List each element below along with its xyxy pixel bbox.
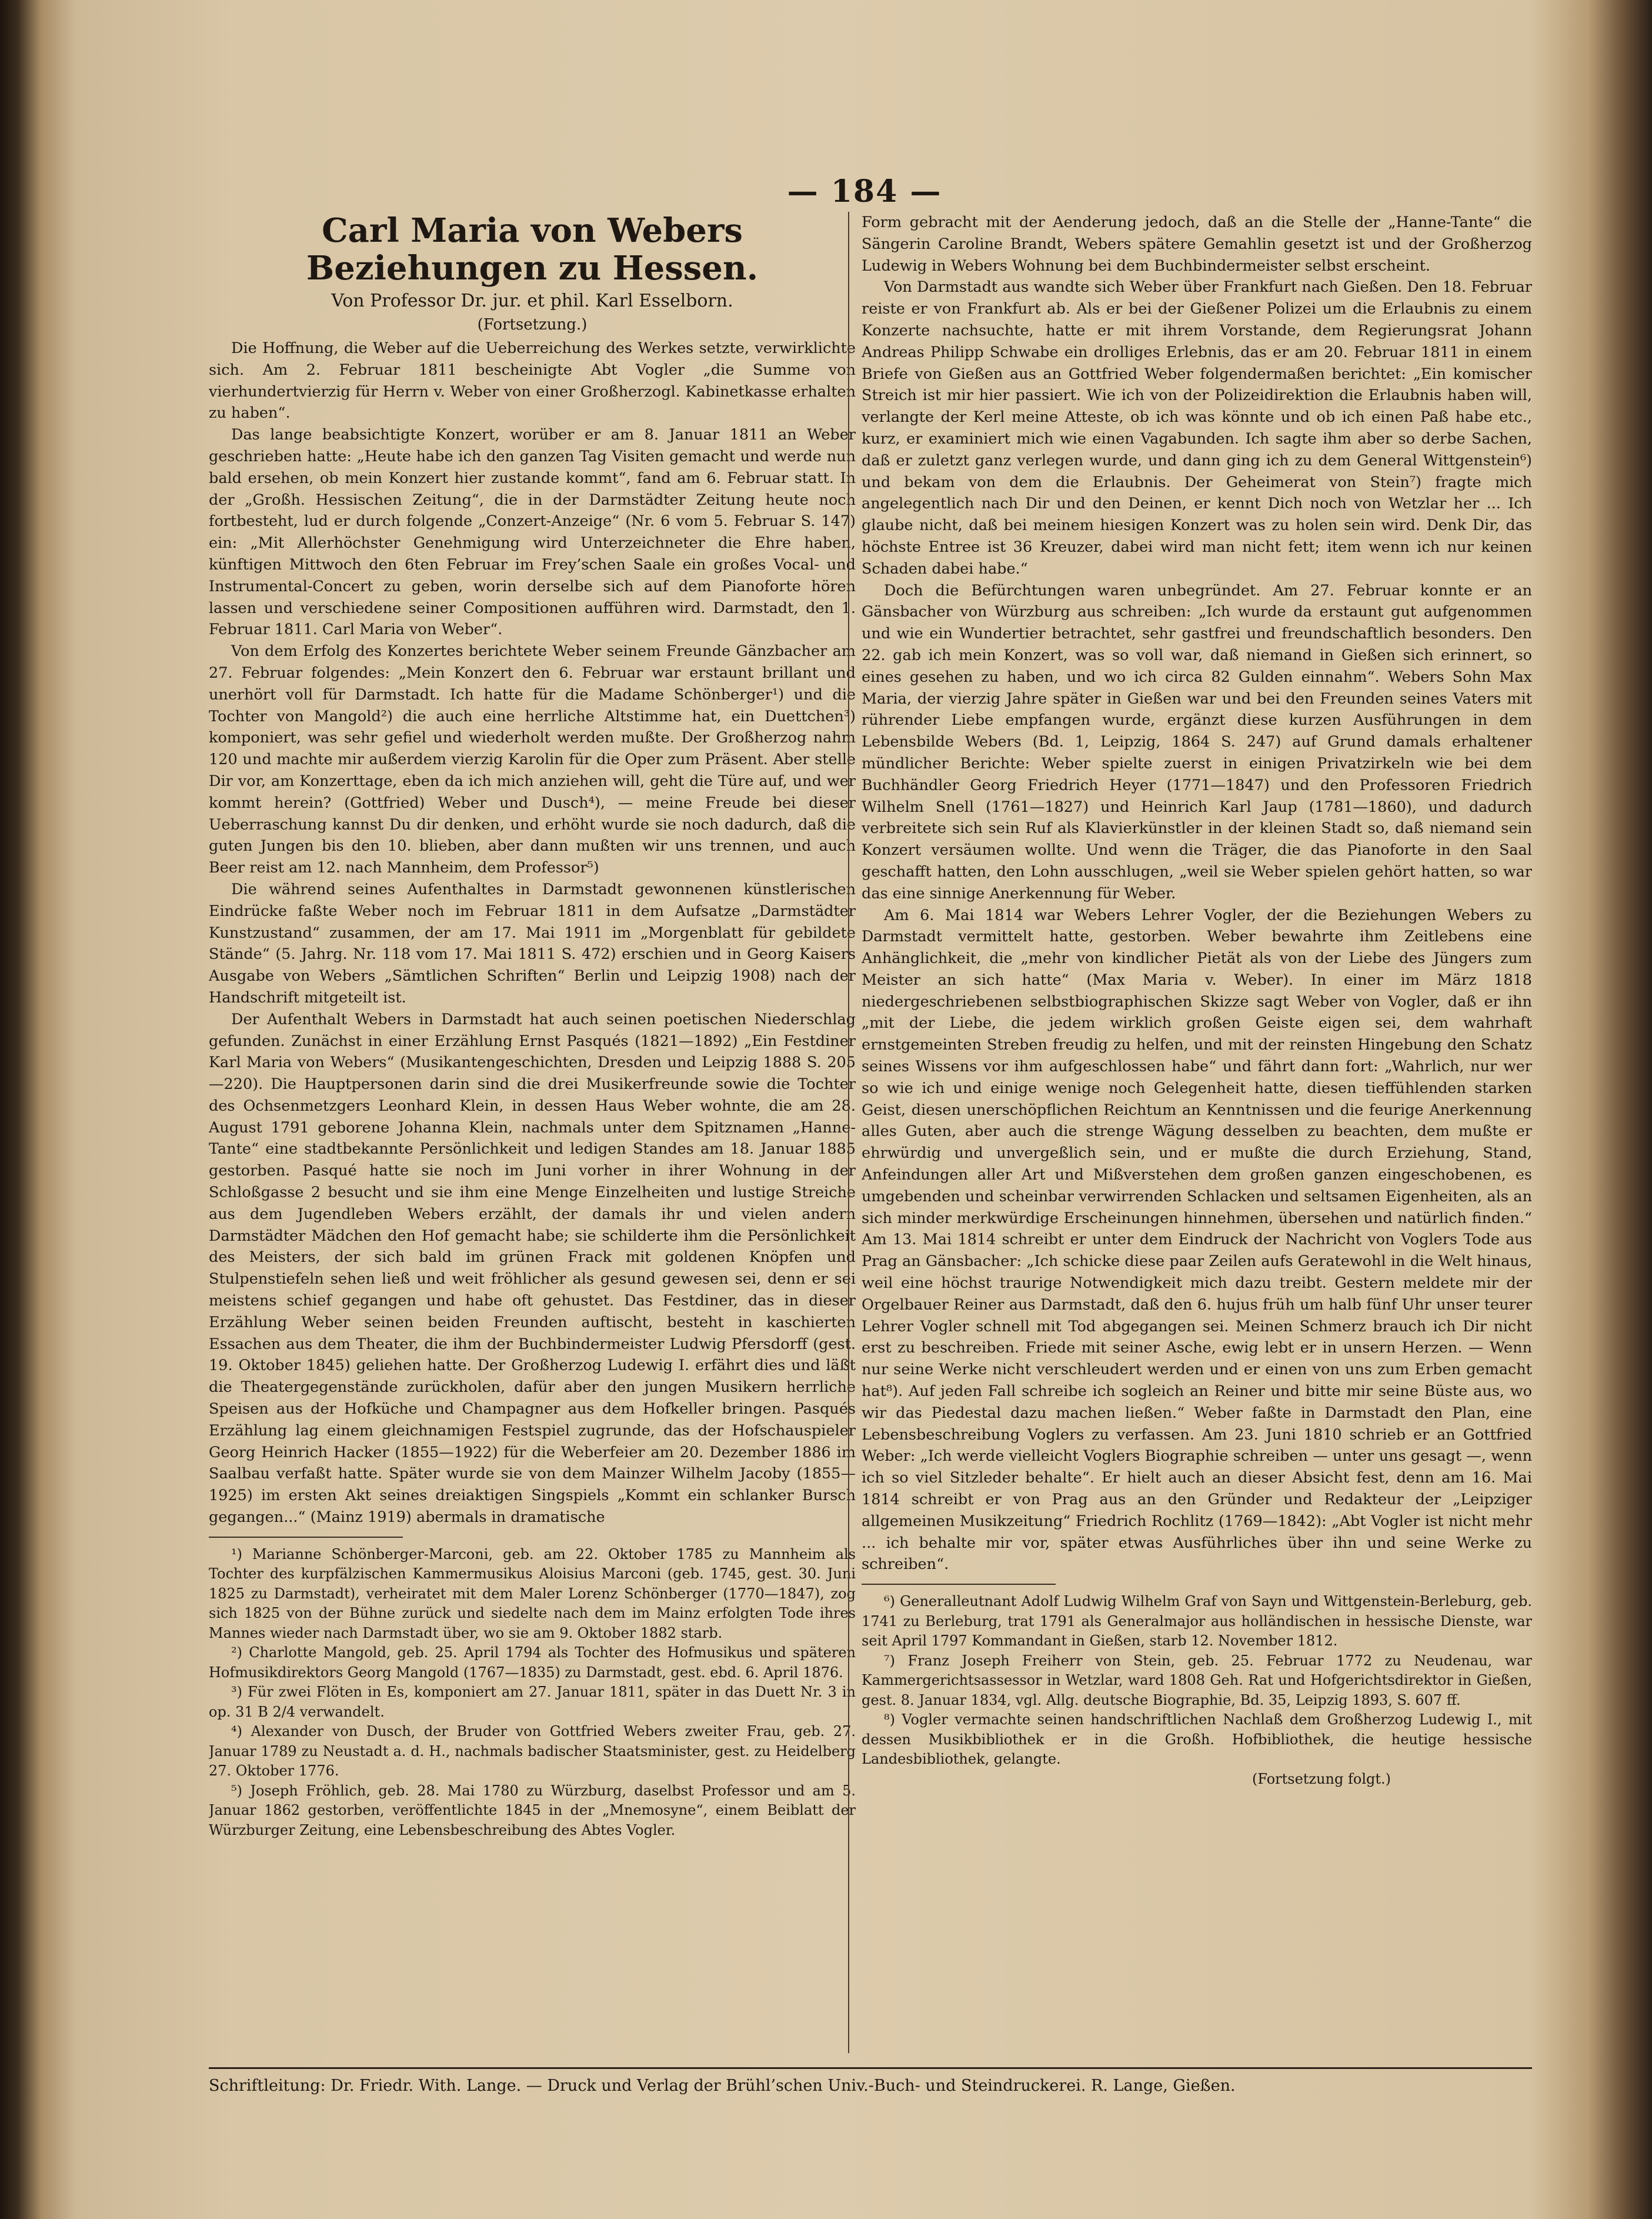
footnote: ⁶) Generalleutnant Adolf Ludwig Wilhelm Graf von Sayn und Wittgenstein-Berleburg, geb. 1741 zu Berleburg, trat 1791 als Generalmajor aus holländischen in hessische Dienste, war seit April 1797 Kommandant in Gießen, starb 12. November 1812. (862, 1593, 1532, 1650)
paragraph: Am 6. Mai 1814 war Webers Lehrer Vogler, der die Beziehungen Webers zu Darmstadt vermittelt hatte, gestorben. Weber bewahrte ihm Zeitlebens eine Anhänglichkeit, die „mehr von kindlicher Pietät als von der Liebe des Jüngers zum Meister an sich hatte“ (Max Maria v. Weber). In einer im März 1818 niedergeschriebenen selbstbiographischen Skizze sagt Weber von Vogler, daß er ihn „mit der Liebe, die jedem wirklich großen Geiste eigen sei, dem wahrhaft ernstgemeinten Streben freudig zu helfen, und mit der reinsten Hingebung den Schatz seines Wissens vor ihm aufgeschlossen habe“ und fährt dann fort: „Wahrlich, nur wer so wie ich und einige wenige noch Gelegenheit hatte, diesen tieffühlenden starken Geist, diesen unerschöpflichen Reichtum an Kenntnissen und die feurige Anerkennung alles Guten, aber auch die strenge Wägung desselben zu beachten, dem mußte er ehrwürdig und unvergeßlich sein, und er mußte die durch Erziehung, Stand, Anfeindungen aller Art und Mißverstehen dem großen ganzen eingeschobenen, es umgebenden und scheinbar verwirrenden Schlacken und seltsamen Eigenheiten, als an sich minder merkwürdige Erscheinungen hinnehmen, übersehen und natürlich finden.“ Am 13. Mai 1814 schreibt er unter dem Eindruck der Nachricht von Voglers Tode aus Prag an Gänsbacher: „Ich schicke diese paar Zeilen aufs Geratewohl in die Welt hinaus, weil eine höchst traurige Notwendigkeit mich dazu treibt. Gestern meldete mir der Orgelbauer Reiner aus Darmstadt, daß den 6. hujus früh um halb fünf Uhr unser teurer Lehrer Vogler schnell mit Tod abgegangen sei. Meinen Schmerz brauch ich Dir nicht erst zu beschreiben. Friede mit seiner Asche, ewig lebt er in unsern Herzen. — Wenn nur seine Werke nicht verschleudert werden und er einen von uns zum Erben gemacht hat⁸). Auf jeden Fall schreibe ich sogleich an Reiner und bitte mir seine Büste aus, wo wir das Piedestal dazu machen ließen.“ Weber faßte in Darmstadt den Plan, eine Lebensbeschreibung Voglers zu verfassen. Am 23. Juni 1810 schrieb er an Gottfried Weber: „Ich werde vielleicht Voglers Biographie schreiben — unter uns gesagt —, wenn ich so viel Sitzleder behalte“. Er hielt auch an dieser Absicht fest, denn am 16. Mai 1814 schreibt er von Prag aus an den Gründer und Redakteur der „Leipziger allgemeinen Musikzeitung“ Friedrich Rochlitz (1769—1842): „Abt Vogler ist nicht mehr ... ich behalte mir vor, später etwas Ausführliches über ihn und seine Werke zu schreiben“. (862, 906, 1532, 1574)
paragraph: Von Darmstadt aus wandte sich Weber über Frankfurt nach Gießen. Den 18. Februar reiste er von Frankfurt ab. Als er bei der Gießener Polizei um die Erlaubnis zu einem Konzerte nachsuchte, hatte er mit ihrem Vorstande, dem Regierungsrat Johann Andreas Philipp Schwabe ein drolliges Erlebnis, das er am 20. Februar 1811 in einem Briefe von Gießen aus an Gottfried Weber folgendermaßen berichtet: „Ein komischer Streich ist mir hier passiert. Wie ich von der Polizeidirektion die Erlaubnis haben will, verlangte der Kerl meine Atteste, ob ich was könnte und ob ich einen Paß habe etc., kurz, er examiniert mich wie einen Vagabunden. Ich sagte ihm aber so derbe Sachen, daß er zuletzt ganz verlegen wurde, und dann ging ich zu dem General Wittgenstein⁶) und bekam von dem die Erlaubnis. Der Geheimerat von Stein⁷) fragte mich angelegentlich nach Dir und den Deinen, er kennt Dich noch von Wetzlar her ... Ich glaube nicht, daß bei meinem hiesigen Konzert was zu holen sein wird. Denk Dir, das höchste Entree ist 36 Kreuzer, dabei wird man nicht fett; item wenn ich nur keinen Schaden dabei habe.“ (862, 278, 1532, 578)
footnote: ⁵) Joseph Fröhlich, geb. 28. Mai 1780 zu Würzburg, daselbst Professor und am 5. Januar 1862 gestorben, veröffentlichte 1845 in der „Mnemosyne“, einem Beiblatt der Würzburger Zeitung, eine Lebensbeschreibung des Abtes Vogler. (209, 1782, 856, 1838)
footnote-divider (209, 1537, 403, 1538)
paragraph: Doch die Befürchtungen waren unbegründet. Am 27. Februar konnte er an Gänsbacher von Würzburg aus schreiben: „Ich wurde da erstaunt gut aufgenommen und wie ein Wundertier betrachtet, sehr gastfrei und freundschaftlich besonders. Den 22. gab ich mein Konzert, was so voll war, daß niemand in Gießen sich erinnert, so eines gesehen zu haben, und wo ich circa 82 Gulden einnahm“. Webers Sohn Max Maria, der vierzig Jahre später in Gießen war und bei den Freunden seines Vaters mit rührender Liebe empfangen wurde, ergänzt diese kurzen Ausführungen in dem Lebensbilde Webers (Bd. 1, Leipzig, 1864 S. 247) auf Grund damals erhaltener mündlicher Berichte: Weber spielte zuerst in einigen Privatzirkeln wie bei dem Buchhändler Georg Friedrich Heyer (1771—1847) und den Professoren Friedrich Wilhelm Snell (1761—1827) und Heinrich Karl Jaup (1781—1860), und dadurch verbreitete sich sein Ruf als Klavierkünstler in der kleinen Stadt so, daß niemand sein Konzert versäumen wollte. Und wenn die Träger, die das Pianoforte in den Saal geschafft hatten, den Lohn ausschlugen, „weil sie Weber spielen gehört hatten, so war das eine sinnige Anerkennung für Weber. (862, 581, 1532, 902)
left-column (209, 212, 856, 2053)
imprint-footer: Schriftleitung: Dr. Friedr. With. Lange. — Druck und Verlag der Brühl’schen Univ.-Buch- und Steindruckerei. R. Lange, Gießen. (209, 2067, 1532, 2097)
column-divider (848, 212, 849, 2053)
footnote: ³) Für zwei Flöten in Es, komponiert am 27. Januar 1811, später in das Duett Nr. 3 in op. 31 B 2/4 verwandelt. (209, 1684, 856, 1720)
footnote-divider (862, 1584, 1056, 1585)
continuation-note: (Fortsetzung.) (477, 316, 588, 334)
footnote: ⁴) Alexander von Dusch, der Bruder von Gottfried Webers zweiter Frau, geb. 27. Januar 1789 zu Neustadt a. d. H., nachmals badischer Staatsminister, gest. zu Heidelberg 27. Oktober 1776. (209, 1723, 856, 1780)
article-title: Carl Maria von Webers Beziehungen zu Hessen. (306, 212, 759, 288)
footnote: ¹) Marianne Schönberger-Marconi, geb. am 22. Oktober 1785 zu Mannheim als Tochter des kurpfälzischen Kammermusikus Aloisius Marconi (geb. 1745, gest. 30. Juni 1825 zu Darmstadt), verheiratet mit dem Maler Lorenz Schönberger (1770—1847), zog sich 1825 von der Bühne zurück und siedelte nach dem im Mainz erfolgten Tode ihres Mannes wieder nach Darmstadt über, wo sie am 9. Oktober 1882 starb. (209, 1545, 856, 1641)
paragraph: Die Hoffnung, die Weber auf die Ueberreichung des Werkes setzte, verwirklichte sich. Am 2. Februar 1811 bescheinigte Abt Vogler „die Summe von vierhundertvierzig für Herrn v. Weber von einer Großherzogl. Kabinetkasse erhalten zu haben“. (209, 339, 856, 422)
paragraph: Das lange beabsichtigte Konzert, worüber er am 8. Januar 1811 an Weber geschrieben hatte: „Heute habe ich den ganzen Tag Visiten gemacht und werde nun bald ersehen, ob mein Konzert hier zustande kommt“, fand am 6. Februar statt. In der „Großh. Hessischen Zeitung“, die in der Darmstädter Zeitung heute noch fortbesteht, lud er durch folgende „Conzert-Anzeige“ (Nr. 6 vom 5. Februar S. 147) ein: „Mit Allerhöchster Genehmigung wird Unterzeichneter die Ehre haben, künftigen Mittwoch den 6ten Februar im Frey’schen Saale ein großes Vocal- und Instrumental-Concert zu geben, worin derselbe sich auf dem Pianoforte hören lassen und verschiedene seiner Compositionen aufführen wird. Darmstadt, den 1. Februar 1811. Carl Maria von Weber“. (209, 426, 856, 639)
article-author: Von Professor Dr. jur. et phil. Karl Esselborn. (331, 291, 733, 311)
paragraph: Die während seines Aufenthaltes in Darmstadt gewonnenen künstlerischen Eindrücke faßte Weber noch im Februar 1811 in dem Aufsatze „Darmstädter Kunstzustand“ zusammen, der am 17. Mai 1911 im „Morgenblatt für gebildete Stände“ (5. Jahrg. Nr. 118 vom 17. Mai 1811 S. 472) erschien und in Georg Kaisers Ausgabe von Webers „Sämtlichen Schriften“ Berlin und Leipzig 1908) nach der Handschrift mitgeteilt ist. (209, 880, 856, 1007)
footnotes-right (862, 1592, 1532, 1789)
paragraph: Form gebracht mit der Aenderung jedoch, daß an die Stelle der „Hanne-Tante“ die Sängerin Caroline Brandt, Webers spätere Gemahlin gesetzt ist und der Großherzog Ludewig in Webers Wohnung bei dem Buchbindermeister selbst erscheint. (862, 214, 1532, 275)
footnotes-left (209, 1545, 856, 1841)
paragraph: Von dem Erfolg des Konzertes berichtete Weber seinem Freunde Gänzbacher am 27. Februar folgendes: „Mein Konzert den 6. Februar war erstaunt brillant und unerhört voll für Darmstadt. Ich hatte für die Madame Schönberger¹) und die Tochter von Mangold²) die auch eine herrliche Altstimme hat, ein Duettchen³) komponiert, was sehr gefiel und wiederholt werden mußte. Der Großherzog nahm 120 und machte mir außerdem vierzig Karolin für die Oper zum Präsent. Aber stelle Dir vor, am Konzerttage, eben da ich mich anziehen will, geht die Türe auf, und wer kommt herein? (Gottfried) Weber und Dusch⁴), — meine Freude bei dieser Ueberraschung kannst Du dir denken, und erhöht wurde sie noch dadurch, daß die guten Jungen bis den 10. blieben, aber dann mußten wir uns trennen, und auch Beer reist am 12. nach Mannheim, dem Professor⁵) (209, 642, 856, 877)
paragraph: Der Aufenthalt Webers in Darmstadt hat auch seinen poetischen Niederschlag gefunden. Zunächst in einer Erzählung Ernst Pasqués (1821—1892) „Ein Festdiner Karl Maria von Webers“ (Musikantengeschichten, Dresden und Leipzig 1888 S. 205—220). Die Hauptpersonen darin sind die drei Musikerfreunde sowie die Tochter des Ochsenmetzgers Leonhard Klein, in dessen Haus Weber wohnte, die am 28. August 1791 geborene Johanna Klein, nachmals unter dem Spitznamen „Hanne-Tante“ eine stadtbekannte Persönlichkeit und ledigen Standes am 18. Januar 1885 gestorben. Pasqué hatte sie noch im Juni vorher in ihrer Wohnung in der Schloßgasse 2 besucht und sie ihm eine Menge Einzelheiten und lustige Streiche aus dem Jugendleben Webers erzählt, der damals ihr und vielen andern Darmstädter Mädchen den Hof gemacht habe; sie schilderte ihm die Persönlichkeit des Meisters, der sich bald im grünen Frack mit goldenen Knöpfen und Stulpenstiefeln sehen ließ und weit fröhlicher als gesund gewesen sei, denn er sei meistens schief gegangen und habe oft gehustet. Das Festdiner, das in dieser Erzählung Weber seinen beiden Freunden auftischt, besteht in kaschierten Essachen aus dem Theater, die ihm der Buchbindermeister Ludwig Pfersdorff (gest. 19. Oktober 1845) geliehen hatte. Der Großherzog Ludewig I. erfährt dies und läßt die Theatergegenstände zurückholen, dafür aber den jungen Musikern herrliche Speisen aus der Hofküche und Champagner aus dem Hofkeller bringen. Pasqués Erzählung lag einem gleichnamigen Festspiel zugrunde, das der Hofschauspieler Georg Heinrich Hacker (1855—1922) für die Weberfeier am 20. Dezember 1886 im Saalbau verfaßt hatte. Später wurde sie von dem Mainzer Wilhelm Jacoby (1855—1925) im ersten Akt seines dreiaktigen Singspiels „Kommt ein schlanker Bursch gegangen...“ (Mainz 1919) abermals in dramatische (209, 1010, 856, 1527)
newspaper-page (71, 35, 1576, 2188)
to-be-continued-note: (Fortsetzung folgt.) (1252, 1770, 1391, 1787)
footnote: ²) Charlotte Mangold, geb. 25. April 1794 als Tochter des Hofmusikus und späteren Hofmusikdirektors Georg Mangold (1767—1835) zu Darmstadt, gest. ebd. 6. April 1876. (209, 1644, 856, 1681)
footnote: ⁷) Franz Joseph Freiherr von Stein, geb. 25. Februar 1772 zu Neudenau, war Kammergerichtsassessor in Wetzlar, ward 1808 Geh. Rat und Hofgerichtsdirektor in Gießen, gest. 8. Januar 1834, vgl. Allg. deutsche Biographie, Bd. 35, Leipzig 1893, S. 607 ff. (862, 1652, 1532, 1708)
right-column (862, 212, 1532, 2053)
footnote: ⁸) Vogler vermachte seinen handschriftlichen Nachlaß dem Großherzog Ludewig I., mit dessen Musikbibliothek er in die Großh. Hofbibliothek, die heutige hessische Landesbibliothek, gelangte. (862, 1711, 1532, 1768)
page-number: — 184 — (787, 174, 942, 209)
